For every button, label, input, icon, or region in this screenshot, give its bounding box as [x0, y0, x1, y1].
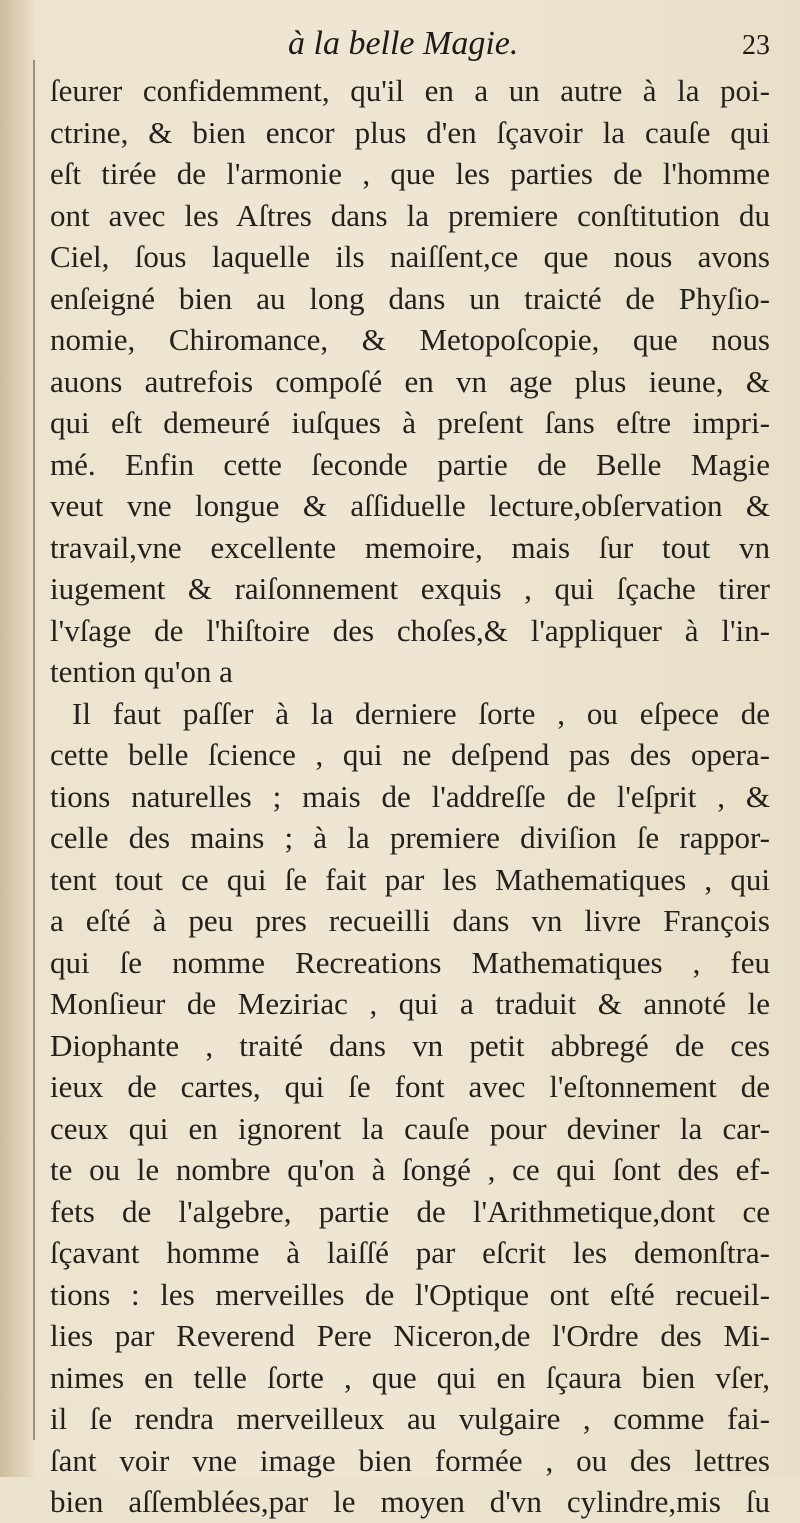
text-line: tions : les merveilles de l'Optique ont eſté recueil-	[50, 1276, 770, 1312]
text-line: bien aſſemblées,par le moyen d'vn cylindre,mis ſu	[50, 1484, 770, 1519]
binding-gutter	[0, 0, 36, 1477]
text-line: a eſté à peu pres recueilli dans vn livre François	[50, 903, 770, 938]
text-line: te ou le nombre qu'on à ſongé , ce qui ſont des ef-	[50, 1152, 770, 1187]
page-header	[0, 20, 800, 68]
page-number: 23	[742, 30, 770, 61]
body-text	[50, 70, 770, 1523]
text-line: mé. Enfin cette ſeconde partie de Belle Magie	[50, 446, 770, 482]
text-line: qui eſt demeuré iuſques à preſent ſans eſtre impri-	[50, 405, 770, 440]
text-line: ceux qui en ignorent la cauſe pour deviner la car-	[50, 1110, 770, 1146]
text-line: qui ſe nomme Recreations Mathematiques , feu	[50, 944, 770, 980]
text-line: nomie, Chiromance, & Metopoſcopie, que nous	[50, 322, 770, 357]
text-line: auons autrefois compoſé en vn age plus ieune, &	[50, 363, 770, 399]
text-line: ſeurer confidemment, qu'il en a un autre à la poi-	[50, 73, 770, 108]
text-line: cette belle ſcience , qui ne deſpend pas des opera-	[50, 737, 770, 772]
text-line: Monſieur de Meziriac , qui a traduit & annoté le	[50, 986, 770, 1021]
text-line: ſant voir vne image bien formée , ou des lettres	[50, 1442, 770, 1478]
text-line: ieux de cartes, qui ſe font avec l'eſtonnement de	[50, 1069, 770, 1104]
text-line: eſt tirée de l'armonie , que les parties de l'homme	[50, 156, 770, 191]
text-line: Ciel, ſous laquelle ils naiſſent,ce que nous avons	[50, 239, 770, 274]
text-line: enſeigné bien au long dans un traicté de Phyſio-	[50, 280, 770, 316]
text-line: tention qu'on a	[50, 654, 233, 689]
text-line: iugement & raiſonnement exquis , qui ſçache tirer	[50, 571, 770, 606]
text-line: tent tout ce qui ſe fait par les Mathematiques , qui	[50, 861, 770, 897]
text-line: l'vſage de l'hiſtoire des choſes,& l'appliquer à l'in-	[50, 612, 770, 648]
margin-rule	[33, 60, 35, 1440]
text-line: ctrine, & bien encor plus d'en ſçavoir la cauſe qui	[50, 114, 770, 150]
text-line: lies par Reverend Pere Niceron,de l'Ordre des Mi-	[50, 1318, 770, 1353]
text-line: celle des mains ; à la premiere diviſion ſe rappor-	[50, 820, 770, 855]
text-line: tions naturelles ; mais de l'addreſſe de l'eſprit , &	[50, 778, 770, 814]
running-head: à la belle Magie.	[288, 25, 519, 62]
text-line: nimes en telle ſorte , que qui en ſçaura bien vſer,	[50, 1359, 770, 1395]
text-line: ſçavant homme à laiſſé par eſcrit les demonſtra-	[50, 1235, 770, 1270]
text-line: fets de l'algebre, partie de l'Arithmetique,dont ce	[50, 1193, 770, 1229]
text-line: travail,vne excellente memoire, mais ſur tout vn	[50, 529, 770, 565]
text-line: veut vne longue & aſſiduelle lecture,obſervation &	[50, 488, 770, 523]
text-line: ont avec les Aſtres dans la premiere conſtitution du	[50, 197, 770, 233]
text-line: Diophante , traité dans vn petit abbregé de ces	[50, 1027, 770, 1063]
text-line: Il faut paſſer à la derniere ſorte , ou eſpece de	[72, 695, 770, 731]
text-line: il ſe rendra merveilleux au vulgaire , comme fai-	[50, 1401, 770, 1436]
